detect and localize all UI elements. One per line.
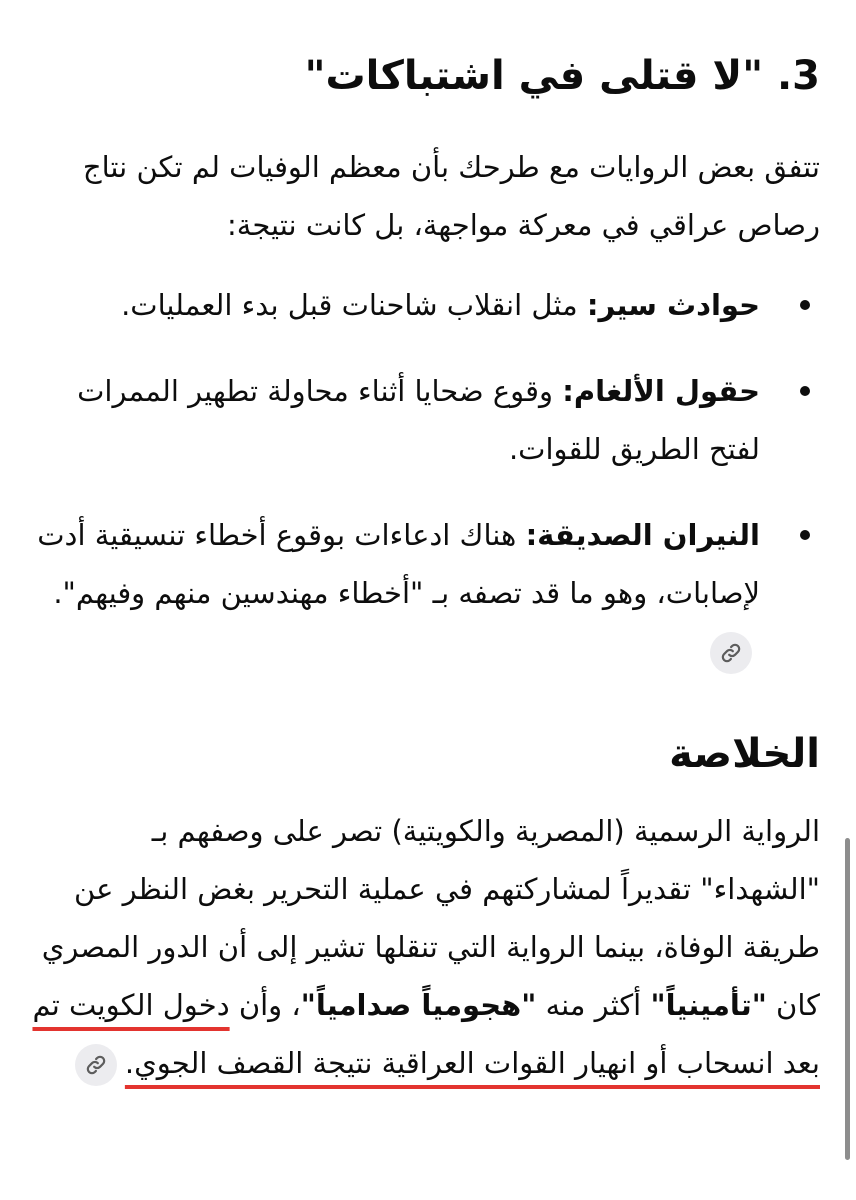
bullet-title: النيران الصديقة:: [525, 518, 760, 552]
bullet-title: حقول الألغام:: [562, 374, 760, 408]
summary-text: أكثر منه: [536, 988, 651, 1022]
bullet-text: مثل انقلاب شاحنات قبل بدء العمليات.: [121, 288, 587, 322]
bullet-icon: [800, 300, 810, 310]
citation-link-button[interactable]: [75, 1044, 117, 1086]
citation-link-button[interactable]: [710, 632, 752, 674]
link-icon: [85, 1054, 107, 1076]
bullet-text: وقوع ضحايا أثناء محاولة تطهير الممرات لفتح الطريق للقوات.: [77, 374, 760, 466]
bullet-list: [30, 276, 820, 708]
bullet-text: هناك ادعاءات بوقوع أخطاء تنسيقية أدت لإصابات، وهو ما قد تصفه بـ "أخطاء مهندسين منهم وفيهم".: [37, 518, 760, 610]
summary-text: الرواية الرسمية (المصرية والكويتية) تصر على وصفهم بـ "الشهداء" تقديراً لمشاركتهم في عملية التحرير بغض النظر عن طريقة الوفاة، بينما الرواية التي تنقلها تشير إلى أن الدور المصري كان: [41, 814, 820, 1022]
section-heading: 3. "لا قتلى في اشتباكات": [304, 53, 820, 99]
section-intro: تتفق بعض الروايات مع طرحك بأن معظم الوفيات لم تكن نتاج رصاص عراقي في معركة مواجهة، بل كانت نتيجة:: [82, 150, 820, 242]
summary-paragraph: [30, 802, 820, 1092]
bullet-icon: [800, 386, 810, 396]
link-icon: [720, 642, 742, 664]
summary-strong-text: "هجومياً صدامياً": [300, 988, 537, 1022]
scrollbar[interactable]: [845, 838, 850, 1160]
summary-heading: الخلاصة: [669, 731, 820, 777]
list-item: [30, 506, 820, 680]
list-item: [30, 276, 820, 334]
bullet-icon: [800, 530, 810, 540]
summary-text: ، وأن: [229, 988, 301, 1022]
summary-underlined-text: دخول الكويت تم بعد انسحاب أو انهيار القوات العراقية نتيجة القصف الجوي.: [32, 988, 820, 1080]
summary-strong-text: "تأمينياً": [650, 988, 767, 1022]
list-item: [30, 362, 820, 478]
bullet-title: حوادث سير:: [586, 288, 760, 322]
